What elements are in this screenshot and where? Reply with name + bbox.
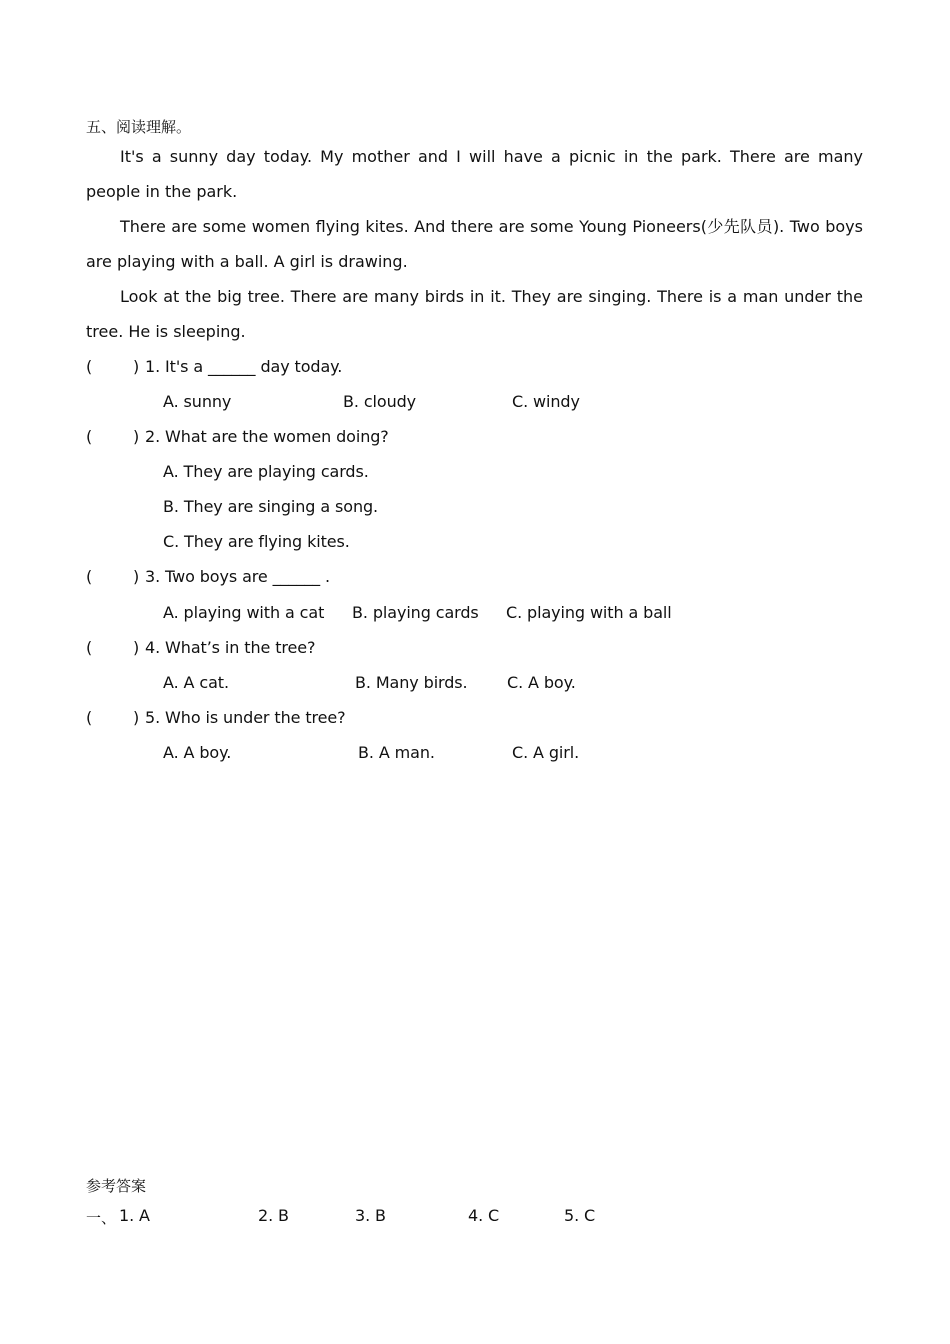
question-stem: 3. Two boys are ______ . <box>145 567 331 586</box>
option-c: C. A boy. <box>507 673 576 692</box>
question-stem: 5. Who is under the tree? <box>145 708 346 727</box>
option-b: B. playing cards <box>352 603 479 622</box>
answer-paren-close: ) <box>133 638 140 657</box>
passage-paragraph-3: Look at the big tree. There are many birds in it. They are singing. There is a man under the tree. He is sleeping. <box>86 287 863 341</box>
option-a: A. A boy. <box>163 743 232 762</box>
option-b: B. They are singing a song. <box>163 497 379 516</box>
option-b: B. cloudy <box>343 392 417 411</box>
question-stem: 4. What’s in the tree? <box>145 638 316 657</box>
option-a: A. A cat. <box>163 673 229 692</box>
answer-paren-close: ) <box>133 708 140 727</box>
option-c: C. playing with a ball <box>506 603 672 622</box>
option-a: A. They are playing cards. <box>163 462 369 481</box>
answer-paren-open: ( <box>86 427 93 446</box>
answer-key-title: 参考答案 <box>86 1177 147 1195</box>
answer-item: 1. A <box>119 1206 150 1225</box>
answer-item: 5. C <box>564 1206 596 1225</box>
question-stem: 2. What are the women doing? <box>145 427 389 446</box>
answer-paren-open: ( <box>86 708 93 727</box>
answer-paren-close: ) <box>133 567 140 586</box>
option-c: C. A girl. <box>512 743 580 762</box>
option-c: C. They are flying kites. <box>163 532 350 551</box>
option-a: A. sunny <box>163 392 232 411</box>
question-stem: 1. It's a ______ day today. <box>145 357 343 376</box>
passage-paragraph-2: There are some women flying kites. And there are some Young Pioneers(少先队员). Two boys are playing with a ball. A girl is drawing. <box>86 217 863 271</box>
answer-item: 3. B <box>355 1206 386 1225</box>
answer-key-prefix: 一、 <box>86 1209 117 1227</box>
section-title: 五、阅读理解。 <box>86 118 192 136</box>
option-a: A. playing with a cat <box>163 603 325 622</box>
option-b: B. A man. <box>358 743 435 762</box>
answer-paren-open: ( <box>86 638 93 657</box>
answer-item: 4. C <box>468 1206 500 1225</box>
answer-paren-close: ) <box>133 357 140 376</box>
answer-paren-open: ( <box>86 357 93 376</box>
answer-paren-open: ( <box>86 567 93 586</box>
option-c: C. windy <box>512 392 580 411</box>
answer-paren-close: ) <box>133 427 140 446</box>
answer-item: 2. B <box>258 1206 289 1225</box>
passage-paragraph-1: It's a sunny day today. My mother and I will have a picnic in the park. There are many people in the park. <box>86 147 863 201</box>
option-b: B. Many birds. <box>355 673 468 692</box>
